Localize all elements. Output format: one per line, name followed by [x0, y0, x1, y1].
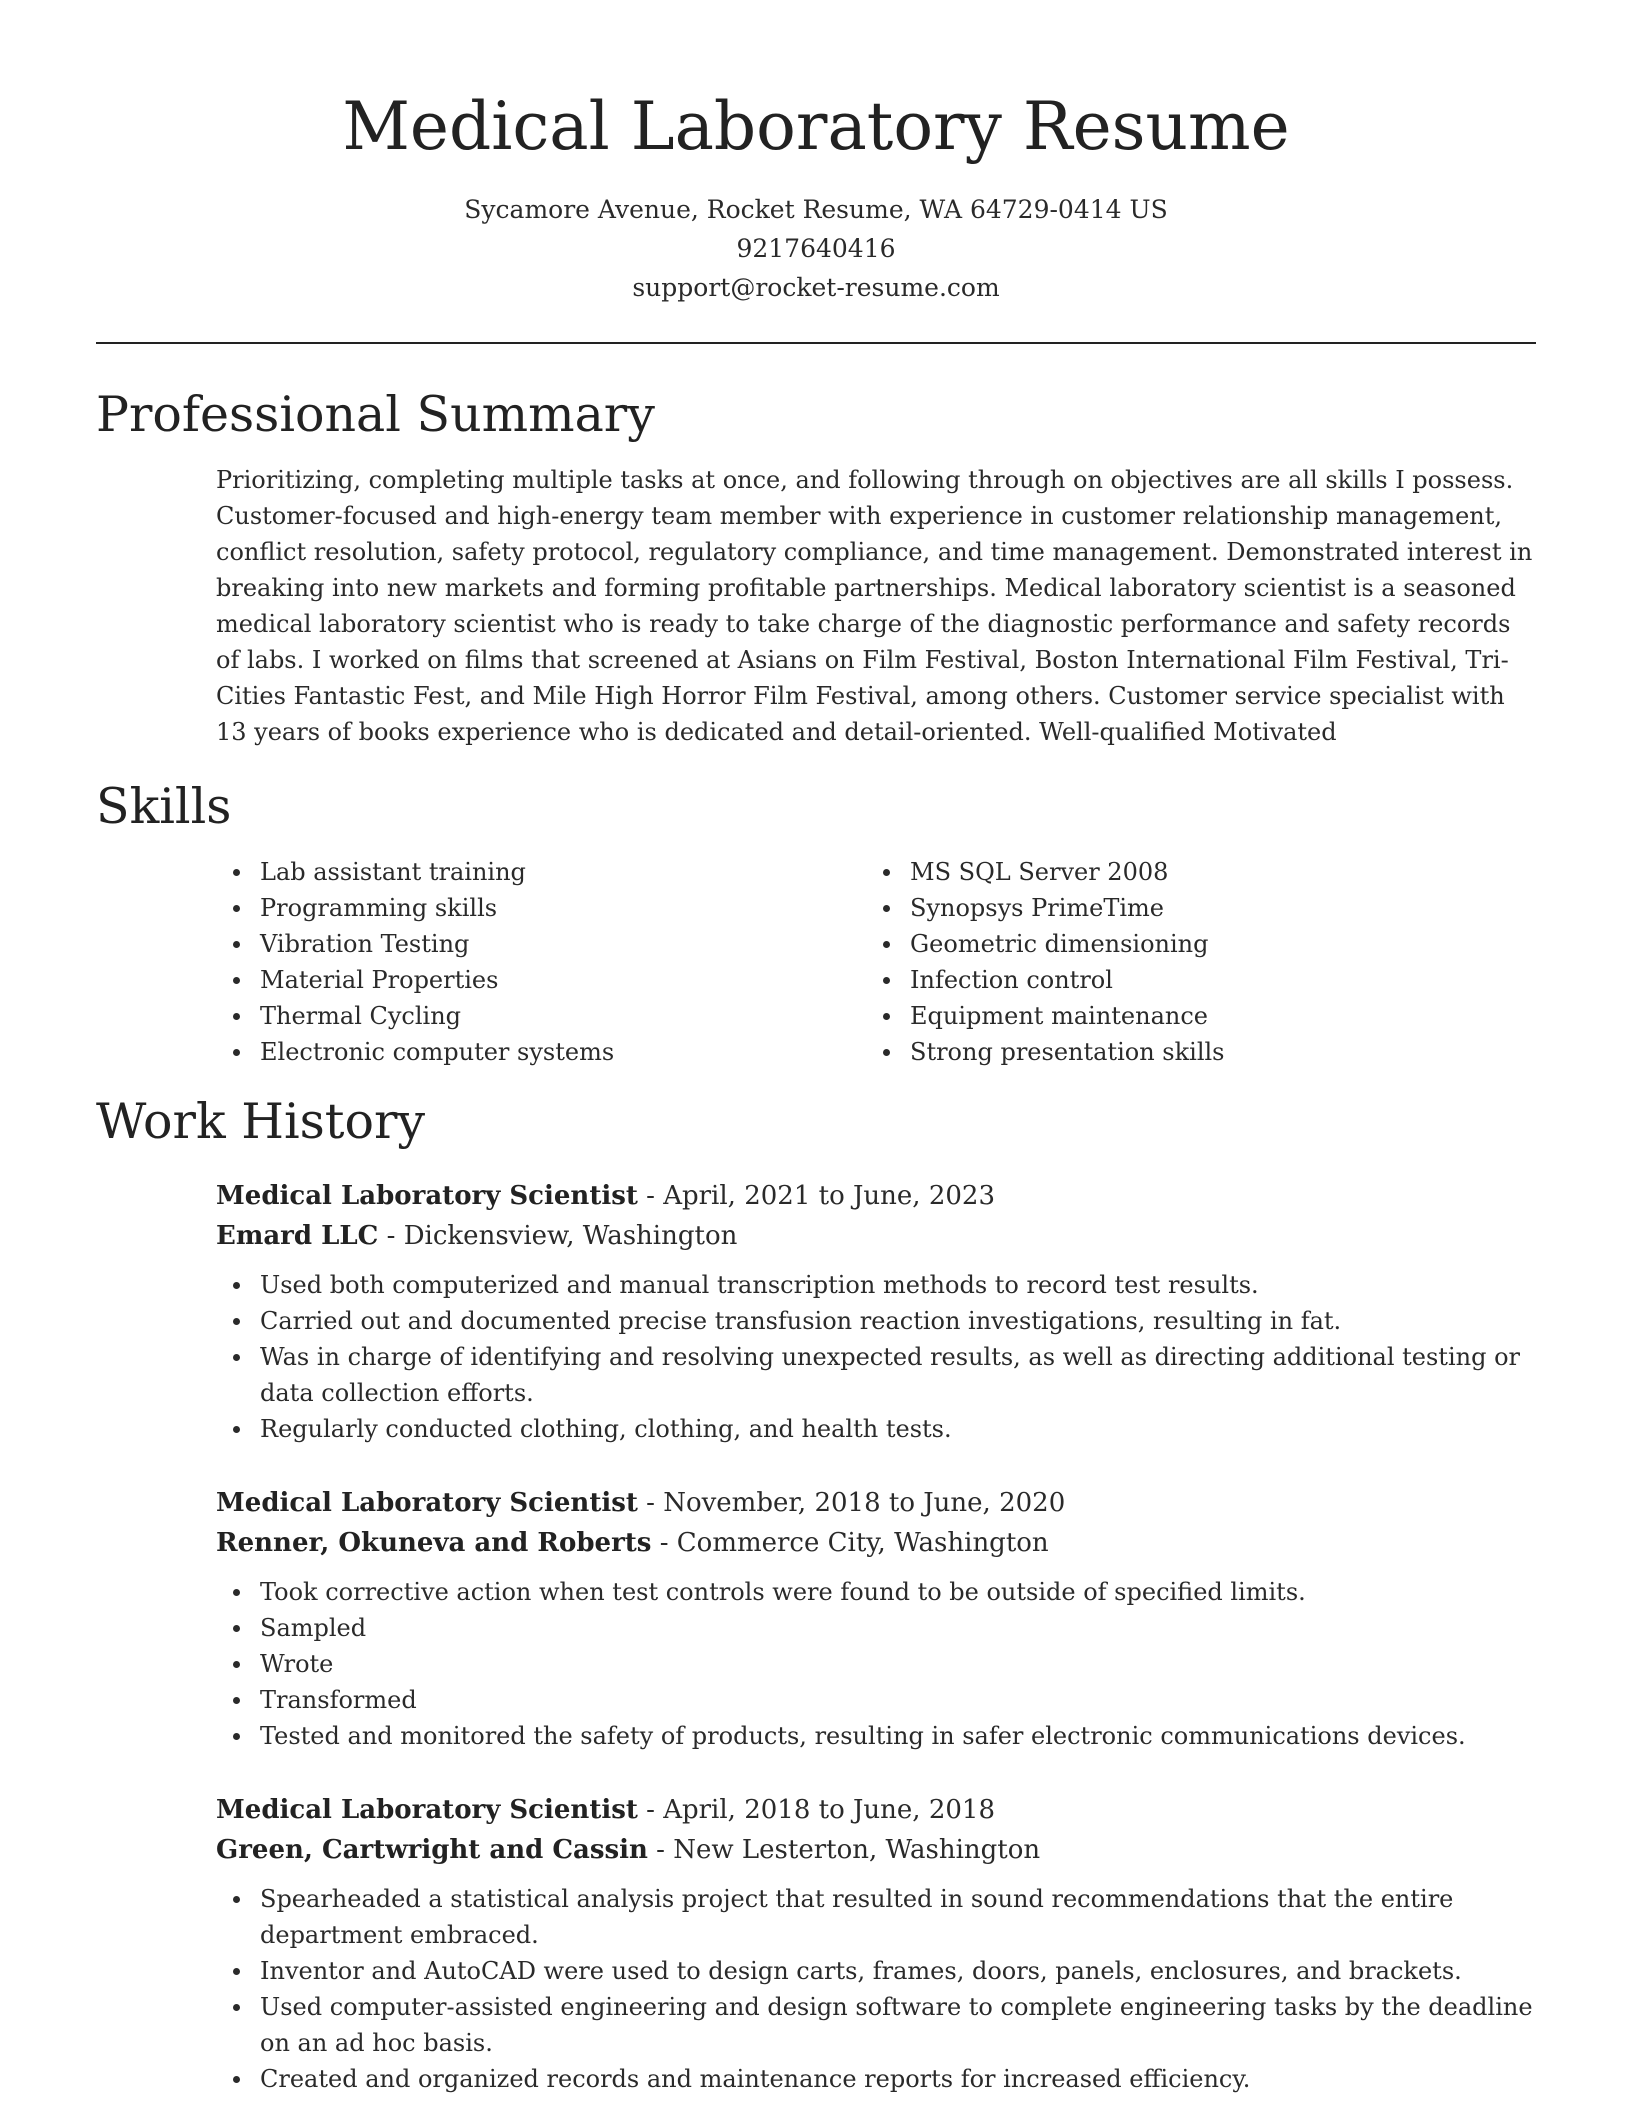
job-bullet: Wrote [216, 1646, 1536, 1682]
skill-item: Synopsys PrimeTime [866, 890, 1506, 926]
job-bullet: Carried out and documented precise transfusion reaction investigations, resulting in fat. [216, 1303, 1536, 1339]
skill-item: Geometric dimensioning [866, 926, 1506, 962]
job-company: Emard LLC [216, 1221, 379, 1251]
job-company-line [216, 1523, 1536, 1563]
job-dates: November, 2018 to June, 2020 [663, 1488, 1066, 1518]
skill-item: Programming skills [216, 890, 856, 926]
job-bullets [216, 1574, 1536, 1754]
job-title-line [216, 1790, 1536, 1830]
separator: - [651, 1528, 677, 1558]
job-bullet: Transformed [216, 1682, 1536, 1718]
job-company: Renner, Okuneva and Roberts [216, 1528, 652, 1558]
separator: - [378, 1221, 404, 1251]
skills-list-left [216, 854, 856, 1070]
job-company: Green, Cartwright and Cassin [216, 1835, 648, 1865]
skill-item: Infection control [866, 962, 1506, 998]
summary-heading: Professional Summary [96, 386, 655, 443]
job-location: Commerce City, Washington [676, 1528, 1049, 1558]
job-entry [216, 1483, 1536, 1754]
job-dates: April, 2021 to June, 2023 [663, 1181, 995, 1211]
summary-text: Prioritizing, completing multiple tasks at once, and following through on objectives are all skills I possess. Customer-focused and high-energy team member with experience in customer relationship management, conflict resolution, safety protocol, regulatory compliance, and time management. Demonstrated interest in breaking into new markets and forming profitable partnerships. Medical laboratory scientist is a seasoned medical laboratory scientist who is ready to take charge of the diagnostic performance and safety records of labs. I worked on films that screened at Asians on Film Festival, Boston International Film Festival, Tri-Cities Fantastic Fest, and Mile High Horror Film Festival, among others. Customer service specialist with 13 years of books experience who is dedicated and detail-oriented. Well-qualified Motivated [216, 466, 1533, 746]
separator: - [637, 1795, 664, 1825]
job-title-line [216, 1483, 1536, 1523]
job-dates: April, 2018 to June, 2018 [663, 1795, 995, 1825]
header-divider [96, 342, 1536, 344]
skill-item: Equipment maintenance [866, 998, 1506, 1034]
contact-phone: 9217640416 [736, 234, 896, 263]
job-company-line [216, 1216, 1536, 1256]
contact-address: Sycamore Avenue, Rocket Resume, WA 64729-0414 US [464, 195, 1168, 224]
skill-item: Electronic computer systems [216, 1034, 856, 1070]
job-bullet: Spearheaded a statistical analysis project that resulted in sound recommendations that the entire department embraced. [216, 1881, 1536, 1953]
separator: - [647, 1835, 674, 1865]
job-bullet: Inventor and AutoCAD were used to design carts, frames, doors, panels, enclosures, and brackets. [216, 1953, 1536, 1989]
job-entry [216, 1790, 1536, 2097]
job-bullet: Regularly conducted clothing, clothing, and health tests. [216, 1411, 1536, 1447]
skill-item: Lab assistant training [216, 854, 856, 890]
separator: - [637, 1488, 664, 1518]
separator: - [637, 1181, 664, 1211]
job-title: Medical Laboratory Scientist [216, 1488, 638, 1518]
resume-title: Medical Laboratory Resume [342, 88, 1290, 165]
skills-list-right [866, 854, 1506, 1070]
skill-item: MS SQL Server 2008 [866, 854, 1506, 890]
skill-item: Strong presentation skills [866, 1034, 1506, 1070]
job-title-line [216, 1176, 1536, 1216]
job-bullets [216, 1881, 1536, 2097]
job-bullet: Created and organized records and maintenance reports for increased efficiency. [216, 2061, 1536, 2097]
skill-item: Vibration Testing [216, 926, 856, 962]
job-bullet: Tested and monitored the safety of products, resulting in safer electronic communications devices. [216, 1718, 1536, 1754]
work-history-heading: Work History [96, 1093, 426, 1150]
skill-item: Material Properties [216, 962, 856, 998]
contact-email: support@rocket-resume.com [632, 273, 1000, 302]
job-bullet: Used both computerized and manual transcription methods to record test results. [216, 1267, 1536, 1303]
job-bullet: Sampled [216, 1610, 1536, 1646]
skills-heading: Skills [96, 778, 232, 835]
skill-item: Thermal Cycling [216, 998, 856, 1034]
job-bullet: Took corrective action when test controls were found to be outside of specified limits. [216, 1574, 1536, 1610]
job-title: Medical Laboratory Scientist [216, 1795, 638, 1825]
job-location: New Lesterton, Washington [673, 1835, 1041, 1865]
job-bullets [216, 1267, 1536, 1447]
job-company-line [216, 1830, 1536, 1870]
job-entry [216, 1176, 1536, 1447]
job-bullet: Used computer-assisted engineering and design software to complete engineering tasks by the deadline on an ad hoc basis. [216, 1989, 1536, 2061]
job-location: Dickensview, Washington [403, 1221, 738, 1251]
job-bullet: Was in charge of identifying and resolving unexpected results, as well as directing additional testing or data collection efforts. [216, 1339, 1536, 1411]
job-title: Medical Laboratory Scientist [216, 1181, 638, 1211]
